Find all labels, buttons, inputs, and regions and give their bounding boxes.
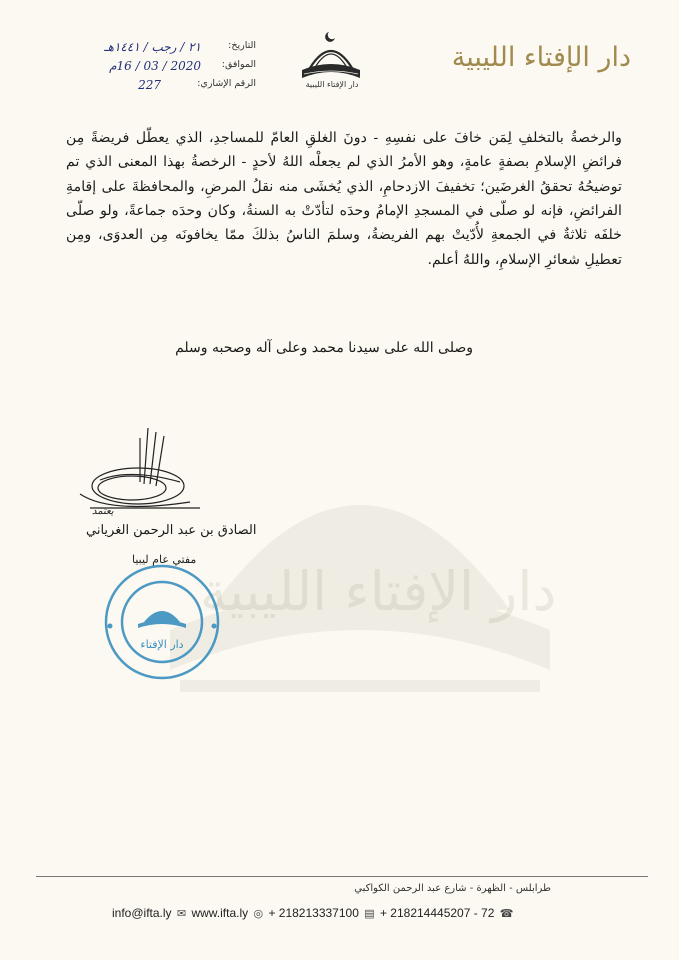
official-stamp-icon — [100, 560, 225, 685]
reference-row — [56, 78, 256, 97]
date-value: ٢١ / رجب / ١٤٤١هـ — [104, 40, 201, 54]
footer-address: طرابلس - الظهرة - شارع عبد الرحمن الكواكبي — [354, 883, 551, 894]
logo-caption: دار الإفتاء الليبية — [305, 80, 359, 89]
fax-icon: ▤ — [364, 908, 375, 920]
corresponding-row — [56, 59, 256, 78]
signer-name: الصادق بن عبد الرحمن الغرياني — [86, 523, 257, 538]
watermark-text: دار الإفتاء الليبية — [200, 560, 557, 623]
signature-tughra-icon — [70, 424, 220, 516]
phone-icon: ☎ — [499, 908, 514, 920]
email-icon: ✉ — [176, 908, 187, 920]
footer-divider — [36, 876, 648, 877]
phone-1-text: + 218213337100 — [268, 906, 359, 920]
document-meta — [56, 40, 256, 97]
website-text[interactable]: www.ifta.ly — [191, 906, 249, 920]
reference-value: 227 — [138, 78, 161, 92]
letter-body: والرخصةُ بالتخلفِ لِمَن خافَ على نفسِهِ - دونَ الغلقِ العامّ للمساجدِ، الذي يعطّل فريضةً مِن فرائضِ الإسلامِ بصفةٍ عامةٍ، وهو الأمرُ الذي لم يجعلْه اللهُ لأحدٍ - الرخصةُ بهذا المعنى الذي تم توضيحُهُ تحققُ الغرضَين؛ تخفيفَ الازدحامِ، الذي يُخشَى منه نقلُ المرضِ، والمحافظةَ على إقامةِ الفرائضِ، فإنه لو صلّى في المسجدِ الإمامُ وحدَه لتأدّتْ به السنةُ، وكان وحدَه جماعةً، ولو صلّى خلفَه ثلاثةٌ في الجمعةِ لأُدّيتْ بهم الفريضةُ، وسلمَ الناسُ بذلكَ ممّا يخافونَه مِن العدوَى، ومِن تعطيلِ شعائرِ الإسلامِ، واللهُ أعلم. — [66, 130, 622, 268]
phone-2-text: + 218214445207 - 72 — [379, 906, 495, 920]
signer-title: مفتي عام ليبيا — [132, 553, 197, 566]
logo-dome-book-icon — [298, 28, 364, 100]
stamp-text: دار الإفتاء — [140, 638, 184, 651]
footer-contacts — [112, 906, 642, 920]
date-row — [56, 40, 256, 59]
closing-line: وصلى الله على سيدنا محمد وعلى آله وصحبه وسلم — [175, 340, 473, 356]
corresponding-label: الموافق: — [221, 59, 256, 70]
signature-scribble: يعتمد — [92, 506, 114, 517]
globe-icon: ◎ — [253, 908, 264, 920]
email-text[interactable]: info@ifta.ly — [112, 906, 172, 920]
reference-label: الرقم الإشاري: — [197, 78, 256, 89]
date-label: التاريخ: — [228, 40, 256, 51]
brand-name: دار الإفتاء الليبية — [451, 42, 631, 73]
corresponding-value: 2020 / 03 / 16م — [109, 59, 201, 73]
